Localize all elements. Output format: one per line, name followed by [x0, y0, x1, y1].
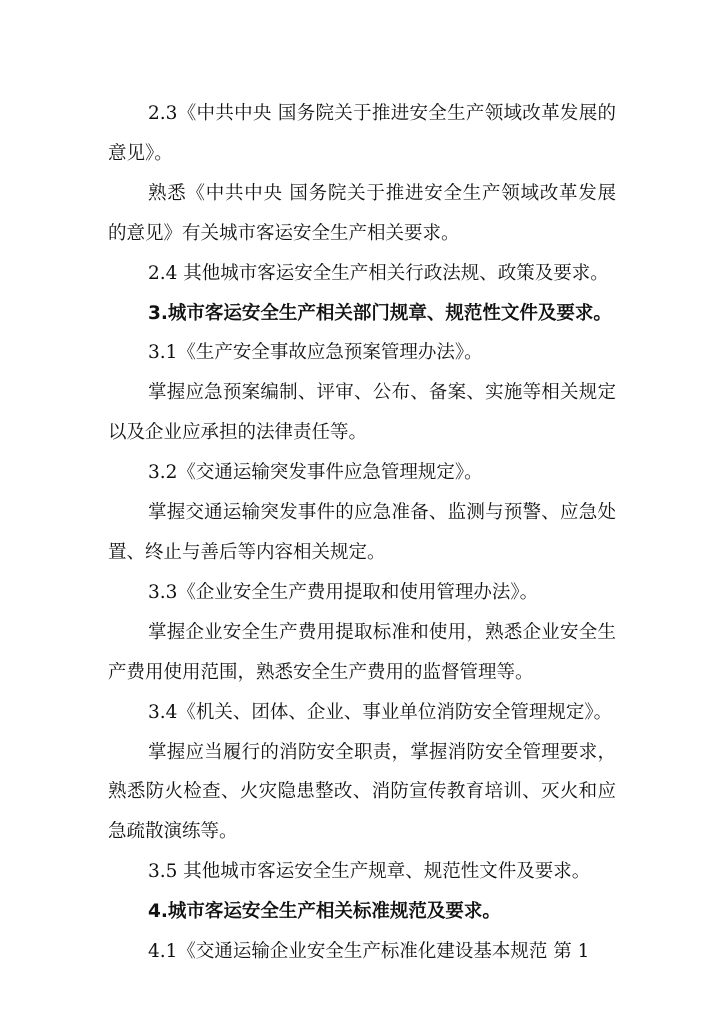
- paragraph-4-1-title: 4.1《交通运输企业安全生产标准化建设基本规范 第 1: [148, 941, 590, 963]
- paragraph-3-4-body: 掌握应当履行的消防安全职责，掌握消防安全管理要求，熟悉防火检查、火灾隐患整改、消防宣传教育培训、灭火和应急疏散演练等。: [108, 741, 616, 843]
- paragraph-3-2-body: 掌握交通运输突发事件的应急准备、监测与预警、应急处置、终止与善后等内容相关规定。: [108, 502, 616, 563]
- paragraph-3-1-title: 3.1《生产安全事故应急预案管理办法》。: [148, 342, 483, 364]
- paragraph-3-3-title: 3.3《企业安全生产费用提取和使用管理办法》。: [148, 581, 539, 603]
- paragraph-3-3-body: 掌握企业安全生产费用提取标准和使用，熟悉企业安全生产费用使用范围，熟悉安全生产费用的监督管理等。: [108, 621, 616, 683]
- paragraph-3-1-body: 掌握应急预案编制、评审、公布、备案、实施等相关规定以及企业应承担的法律责任等。: [108, 382, 616, 444]
- paragraph-2-3-body: 熟悉《中共中央 国务院关于推进安全生产领域改革发展的意见》有关城市客运安全生产相关要求。: [108, 182, 616, 244]
- paragraph-3-4-title: 3.4《机关、团体、企业、事业单位消防安全管理规定》。: [148, 701, 613, 723]
- section-heading-4: 4.城市客运安全生产相关标准规范及要求。: [148, 901, 501, 923]
- paragraph-2-4: 2.4 其他城市客运安全生产相关行政法规、政策及要求。: [148, 262, 609, 284]
- section-heading-3: 3.城市客运安全生产相关部门规章、规范性文件及要求。: [148, 302, 612, 324]
- paragraph-3-2-title: 3.2《交通运输突发事件应急管理规定》。: [148, 462, 483, 484]
- document-body: [108, 94, 616, 972]
- paragraph-2-3-title: 2.3《中共中央 国务院关于推进安全生产领域改革发展的意见》。: [108, 103, 616, 164]
- paragraph-3-5: 3.5 其他城市客运安全生产规章、规范性文件及要求。: [148, 861, 591, 883]
